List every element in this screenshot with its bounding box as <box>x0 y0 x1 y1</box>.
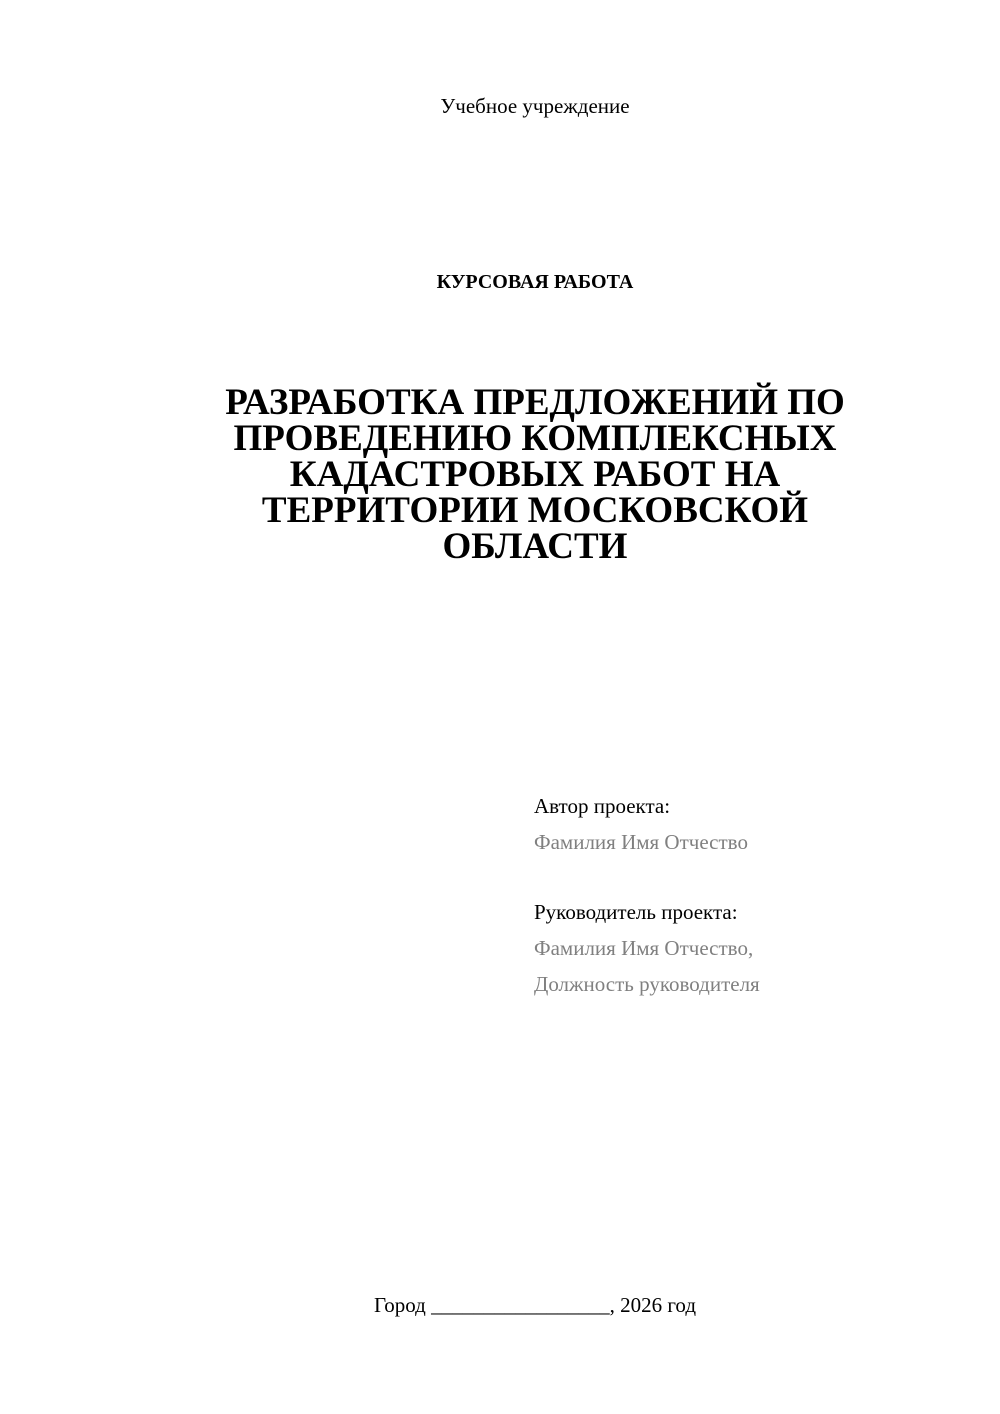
supervisor-label: Руководитель проекта: <box>534 900 738 924</box>
city-year-line: Город _________________, 2026 год <box>373 1293 697 1317</box>
title-line: КАДАСТРОВЫХ РАБОТ НА <box>289 454 781 495</box>
institution-name: Учебное учреждение <box>440 94 630 118</box>
title-line: ОБЛАСТИ <box>442 526 628 567</box>
author-block <box>534 788 974 860</box>
author-label: Автор проекта: <box>534 794 671 818</box>
title-line: ТЕРРИТОРИИ МОСКОВСКОЙ <box>261 490 809 531</box>
supervisor-name-placeholder: Фамилия Имя Отчество, <box>534 936 754 960</box>
title-line: РАЗРАБОТКА ПРЕДЛОЖЕНИЙ ПО <box>225 382 845 423</box>
supervisor-block <box>534 894 974 1002</box>
work-type-heading: КУРСОВАЯ РАБОТА <box>436 271 634 293</box>
document-title <box>180 382 890 567</box>
supervisor-position-placeholder: Должность руководителя <box>534 972 760 996</box>
title-line: ПРОВЕДЕНИЮ КОМПЛЕКСНЫХ <box>233 418 837 459</box>
author-name-placeholder: Фамилия Имя Отчество <box>534 830 748 854</box>
